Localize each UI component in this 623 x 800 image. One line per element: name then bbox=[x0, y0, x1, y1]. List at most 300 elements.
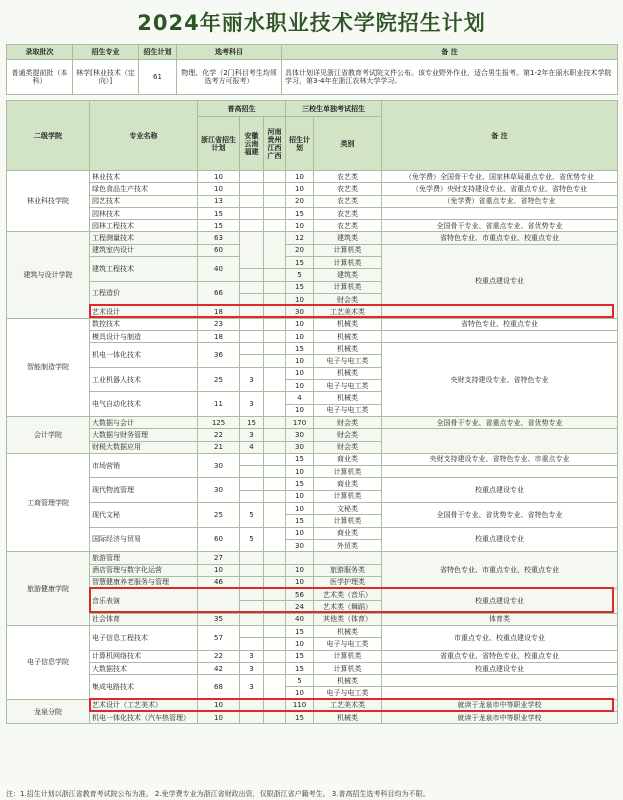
category: 农艺类 bbox=[314, 183, 382, 195]
major-name: 园林工程技术 bbox=[90, 220, 198, 232]
sanxiao-plan: 40 bbox=[286, 613, 314, 625]
provinces-2-plan bbox=[264, 466, 286, 478]
zhejiang-plan: 63 bbox=[198, 232, 240, 244]
provinces-1-plan: 5 bbox=[240, 527, 264, 552]
remarks: 校重点建设专业 bbox=[382, 244, 618, 318]
remarks: 全国骨干专业、省重点专业、省优势专业 bbox=[382, 416, 618, 428]
provinces-1-plan bbox=[240, 195, 264, 207]
category: 文秘类 bbox=[314, 503, 382, 515]
provinces-1-plan bbox=[240, 564, 264, 576]
category: 农艺类 bbox=[314, 207, 382, 219]
major-name: 电气自动化技术 bbox=[90, 392, 198, 417]
zhejiang-plan: 23 bbox=[198, 318, 240, 330]
table-row bbox=[7, 675, 618, 687]
provinces-1-plan bbox=[240, 576, 264, 588]
category: 计算机类 bbox=[314, 662, 382, 674]
major-name: 集成电路技术 bbox=[90, 675, 198, 700]
provinces-2-plan bbox=[264, 675, 286, 700]
footer-note: 注：1.招生计划以浙江省教育考试院公布为准。 2.免学费专业为浙江省财政出资，仅限浙江省户籍考生。 3.普高招生选考科目均为不限。 bbox=[6, 790, 430, 798]
sanxiao-plan: 10 bbox=[286, 367, 314, 379]
category: 农艺类 bbox=[314, 220, 382, 232]
zhejiang-plan: 13 bbox=[198, 195, 240, 207]
table-row bbox=[7, 453, 618, 465]
zhejiang-plan: 10 bbox=[198, 712, 240, 724]
zhejiang-plan: 25 bbox=[198, 367, 240, 392]
header-sanxiao-plan: 招生计划 bbox=[286, 117, 314, 171]
major-name: 电子信息工程技术 bbox=[90, 625, 198, 650]
remarks bbox=[382, 330, 618, 342]
provinces-2-plan bbox=[264, 527, 286, 552]
zhejiang-plan: 125 bbox=[198, 416, 240, 428]
sanxiao-plan: 15 bbox=[286, 257, 314, 269]
top-table-row bbox=[7, 60, 618, 95]
sanxiao-plan: 15 bbox=[286, 478, 314, 490]
main-plan-table bbox=[6, 100, 618, 724]
sanxiao-plan: 10 bbox=[286, 220, 314, 232]
remarks: 校重点建设专业 bbox=[382, 478, 618, 503]
plan-cell: 61 bbox=[139, 60, 177, 95]
sanxiao-plan: 10 bbox=[286, 355, 314, 367]
sanxiao-plan: 5 bbox=[286, 675, 314, 687]
header-plan: 招生计划 bbox=[139, 45, 177, 60]
sanxiao-plan: 56 bbox=[286, 589, 314, 601]
provinces-1-plan bbox=[240, 638, 264, 650]
top-table-header bbox=[7, 45, 618, 60]
remarks: 省特色专业、市重点专业、校重点专业 bbox=[382, 552, 618, 589]
college-name: 电子信息学院 bbox=[7, 625, 90, 699]
sanxiao-plan: 15 bbox=[286, 625, 314, 637]
provinces-2-plan bbox=[264, 625, 286, 637]
provinces-1-plan bbox=[240, 613, 264, 625]
table-row bbox=[7, 330, 618, 342]
provinces-1-plan bbox=[240, 355, 264, 367]
provinces-1-plan: 15 bbox=[240, 416, 264, 428]
major-name: 数控技术 bbox=[90, 318, 198, 330]
table-row bbox=[7, 183, 618, 195]
provinces-1-plan bbox=[240, 466, 264, 478]
remarks: 省重点专业、省特色专业、校重点专业 bbox=[382, 650, 618, 662]
zhejiang-plan: 18 bbox=[198, 330, 240, 342]
provinces-2-plan bbox=[264, 355, 286, 367]
category: 商业类 bbox=[314, 453, 382, 465]
table-row bbox=[7, 552, 618, 564]
remarks: 市重点专业、校重点建设专业 bbox=[382, 625, 618, 650]
zhejiang-plan: 60 bbox=[198, 244, 240, 256]
provinces-2-plan bbox=[264, 367, 286, 392]
header-remarks: 备 注 bbox=[382, 101, 618, 171]
remarks bbox=[382, 466, 618, 478]
remarks: 央财支持建设专业、省特色专业、市重点专业 bbox=[382, 453, 618, 465]
provinces-2-plan bbox=[264, 293, 286, 305]
provinces-2-plan bbox=[264, 478, 286, 490]
sanxiao-plan: 24 bbox=[286, 601, 314, 613]
sanxiao-plan: 10 bbox=[286, 466, 314, 478]
provinces-2-plan bbox=[264, 564, 286, 576]
sanxiao-plan: 30 bbox=[286, 306, 314, 318]
category: 医学护理类 bbox=[314, 576, 382, 588]
category: 财会类 bbox=[314, 293, 382, 305]
provinces-1-plan bbox=[240, 318, 264, 330]
header-general-group: 普高招生 bbox=[198, 101, 286, 117]
sanxiao-plan: 10 bbox=[286, 503, 314, 515]
provinces-2-plan bbox=[264, 662, 286, 674]
header-note: 备 注 bbox=[282, 45, 618, 60]
table-row bbox=[7, 699, 618, 711]
major-name: 财税大数据应用 bbox=[90, 441, 198, 453]
provinces-1-plan bbox=[240, 699, 264, 711]
provinces-2-plan bbox=[264, 453, 286, 465]
table-row bbox=[7, 503, 618, 515]
provinces-2-plan bbox=[264, 392, 286, 417]
provinces-1-plan bbox=[240, 589, 264, 601]
category bbox=[314, 552, 382, 564]
college-name: 工商管理学院 bbox=[7, 453, 90, 551]
college-name: 会计学院 bbox=[7, 416, 90, 453]
category: 计算机类 bbox=[314, 257, 382, 269]
category: 计算机类 bbox=[314, 650, 382, 662]
provinces-2-plan bbox=[264, 318, 286, 330]
category: 计算机类 bbox=[314, 281, 382, 293]
sanxiao-plan: 15 bbox=[286, 453, 314, 465]
sanxiao-plan: 110 bbox=[286, 699, 314, 711]
sanxiao-plan: 10 bbox=[286, 183, 314, 195]
table-row bbox=[7, 232, 618, 244]
provinces-2-plan bbox=[264, 429, 286, 441]
zhejiang-plan: 18 bbox=[198, 306, 240, 318]
provinces-1-plan: 3 bbox=[240, 650, 264, 662]
provinces-1-plan bbox=[240, 183, 264, 195]
zhejiang-plan: 10 bbox=[198, 564, 240, 576]
category: 财会类 bbox=[314, 429, 382, 441]
provinces-2-plan bbox=[264, 699, 286, 711]
major-name: 林业技术 bbox=[90, 171, 198, 183]
sanxiao-plan: 12 bbox=[286, 232, 314, 244]
header-provinces-1: 安徽云南福建 bbox=[240, 117, 264, 171]
zhejiang-plan: 30 bbox=[198, 453, 240, 478]
provinces-1-plan bbox=[240, 625, 264, 637]
provinces-2-plan bbox=[264, 232, 286, 269]
sanxiao-plan: 10 bbox=[286, 404, 314, 416]
category: 财会类 bbox=[314, 441, 382, 453]
remarks: （免学费）央财支持建设专业、省重点专业、省特色专业 bbox=[382, 183, 618, 195]
table-row bbox=[7, 171, 618, 183]
provinces-2-plan bbox=[264, 552, 286, 564]
major-name: 机电一体化技术（汽车热管理） bbox=[90, 712, 198, 724]
category: 建筑类 bbox=[314, 232, 382, 244]
category: 电子与电工类 bbox=[314, 687, 382, 699]
provinces-2-plan bbox=[264, 613, 286, 625]
provinces-1-plan bbox=[240, 293, 264, 305]
provinces-1-plan: 3 bbox=[240, 429, 264, 441]
category: 旅游服务类 bbox=[314, 564, 382, 576]
provinces-2-plan bbox=[264, 416, 286, 428]
remarks: （免学费）省重点专业、省特色专业 bbox=[382, 195, 618, 207]
header-major: 招生专业 bbox=[73, 45, 139, 60]
table-row bbox=[7, 527, 618, 539]
table-row bbox=[7, 712, 618, 724]
category: 财会类 bbox=[314, 416, 382, 428]
provinces-2-plan bbox=[264, 576, 286, 588]
table-row bbox=[7, 625, 618, 637]
table-row bbox=[7, 613, 618, 625]
note-cell: 具体计划详见浙江省教育考试院文件公布。该专业野外作业，适合男生报考。第1-2年在丽水职业技术学院学习，第3-4年在浙江农林大学学习。 bbox=[282, 60, 618, 95]
zhejiang-plan: 10 bbox=[198, 171, 240, 183]
sanxiao-plan: 20 bbox=[286, 244, 314, 256]
major-name: 绿色食品生产技术 bbox=[90, 183, 198, 195]
sanxiao-plan: 15 bbox=[286, 662, 314, 674]
sanxiao-plan: 15 bbox=[286, 281, 314, 293]
remarks: 全国骨干专业、省重点专业、省优势专业 bbox=[382, 220, 618, 232]
provinces-1-plan bbox=[240, 220, 264, 232]
provinces-2-plan bbox=[264, 490, 286, 502]
category: 机械类 bbox=[314, 343, 382, 355]
zhejiang-plan: 57 bbox=[198, 625, 240, 650]
college-name: 林业科技学院 bbox=[7, 171, 90, 232]
major-name: 园艺技术 bbox=[90, 195, 198, 207]
sanxiao-plan: 10 bbox=[286, 687, 314, 699]
remarks: 校重点建设专业 bbox=[382, 527, 618, 552]
zhejiang-plan: 42 bbox=[198, 662, 240, 674]
table-row bbox=[7, 416, 618, 428]
category: 艺术类（舞蹈） bbox=[314, 601, 382, 613]
sanxiao-plan: 10 bbox=[286, 293, 314, 305]
category: 农艺类 bbox=[314, 171, 382, 183]
sanxiao-plan: 30 bbox=[286, 441, 314, 453]
table-row bbox=[7, 650, 618, 662]
table-row bbox=[7, 478, 618, 490]
provinces-2-plan bbox=[264, 503, 286, 528]
category: 其他类（体育） bbox=[314, 613, 382, 625]
sanxiao-plan: 10 bbox=[286, 171, 314, 183]
major-name: 现代物流管理 bbox=[90, 478, 198, 503]
major-name: 工程测量技术 bbox=[90, 232, 198, 244]
header-provinces-2: 河南贵州江西广西 bbox=[264, 117, 286, 171]
table-row bbox=[7, 244, 618, 256]
header-subjects: 选考科目 bbox=[177, 45, 282, 60]
provinces-1-plan bbox=[240, 453, 264, 465]
remarks: 就读于龙泉市中等职业学校 bbox=[382, 699, 618, 711]
provinces-2-plan bbox=[264, 650, 286, 662]
zhejiang-plan: 25 bbox=[198, 503, 240, 528]
category: 艺术类（音乐） bbox=[314, 589, 382, 601]
sanxiao-plan: 15 bbox=[286, 515, 314, 527]
provinces-2-plan bbox=[264, 330, 286, 342]
sanxiao-plan: 15 bbox=[286, 650, 314, 662]
provinces-1-plan bbox=[240, 207, 264, 219]
provinces-2-plan bbox=[264, 220, 286, 232]
category: 外贸类 bbox=[314, 539, 382, 551]
sanxiao-plan: 10 bbox=[286, 318, 314, 330]
header-zhejiang: 浙江省招生计划 bbox=[198, 117, 240, 171]
sanxiao-plan: 10 bbox=[286, 380, 314, 392]
table-row bbox=[7, 429, 618, 441]
provinces-2-plan bbox=[264, 441, 286, 453]
category: 电子与电工类 bbox=[314, 355, 382, 367]
header-college: 二级学院 bbox=[7, 101, 90, 171]
provinces-1-plan bbox=[240, 171, 264, 183]
header-sanxiao-group: 三校生单独考试招生 bbox=[286, 101, 382, 117]
provinces-1-plan: 3 bbox=[240, 675, 264, 700]
remarks: 校重点建设专业 bbox=[382, 662, 618, 674]
provinces-2-plan bbox=[264, 638, 286, 650]
sanxiao-plan bbox=[286, 552, 314, 564]
zhejiang-plan: 15 bbox=[198, 207, 240, 219]
remarks bbox=[382, 687, 618, 699]
category: 机械类 bbox=[314, 330, 382, 342]
provinces-2-plan bbox=[264, 306, 286, 318]
remarks bbox=[382, 429, 618, 454]
remarks bbox=[382, 207, 618, 219]
sanxiao-plan: 15 bbox=[286, 343, 314, 355]
sanxiao-plan: 10 bbox=[286, 564, 314, 576]
category: 计算机类 bbox=[314, 466, 382, 478]
provinces-2-plan bbox=[264, 183, 286, 195]
category: 机械类 bbox=[314, 392, 382, 404]
remarks bbox=[382, 675, 618, 687]
sanxiao-plan: 30 bbox=[286, 429, 314, 441]
major-name: 工程造价 bbox=[90, 281, 198, 306]
table-row bbox=[7, 195, 618, 207]
provinces-2-plan bbox=[264, 281, 286, 293]
zhejiang-plan: 10 bbox=[198, 183, 240, 195]
table-row bbox=[7, 207, 618, 219]
table-row bbox=[7, 343, 618, 355]
category: 建筑类 bbox=[314, 269, 382, 281]
remarks: 全国骨干专业、省优势专业、省特色专业 bbox=[382, 503, 618, 528]
batch-cell: 普通类提前批（本科） bbox=[7, 60, 73, 95]
header-major-name: 专业名称 bbox=[90, 101, 198, 171]
category: 机械类 bbox=[314, 625, 382, 637]
category: 计算机类 bbox=[314, 490, 382, 502]
provinces-2-plan bbox=[264, 269, 286, 281]
college-name: 旅游健康学院 bbox=[7, 552, 90, 626]
provinces-1-plan bbox=[240, 306, 264, 318]
provinces-1-plan bbox=[240, 330, 264, 342]
sanxiao-plan: 30 bbox=[286, 539, 314, 551]
major-name: 国际经济与贸易 bbox=[90, 527, 198, 552]
major-name: 艺术设计 bbox=[90, 306, 198, 318]
major-name: 艺术设计（工艺美术） bbox=[90, 699, 198, 711]
sanxiao-plan: 10 bbox=[286, 490, 314, 502]
sanxiao-plan: 15 bbox=[286, 712, 314, 724]
remarks: 校重点建设专业 bbox=[382, 589, 618, 614]
table-row bbox=[7, 318, 618, 330]
major-name: 音乐表演 bbox=[90, 589, 198, 614]
category: 工艺美术类 bbox=[314, 306, 382, 318]
provinces-1-plan: 3 bbox=[240, 367, 264, 392]
table-row bbox=[7, 662, 618, 674]
sanxiao-plan: 10 bbox=[286, 576, 314, 588]
category: 电子与电工类 bbox=[314, 404, 382, 416]
major-name: 大数据与财务管理 bbox=[90, 429, 198, 441]
subjects-cell: 物理、化学（2门科目考生均须选考方可报考） bbox=[177, 60, 282, 95]
zhejiang-plan: 22 bbox=[198, 650, 240, 662]
zhejiang-plan: 35 bbox=[198, 613, 240, 625]
header-category: 类别 bbox=[314, 117, 382, 171]
major-name: 建筑工程技术 bbox=[90, 257, 198, 282]
page-title: 2024年丽水职业技术学院招生计划 bbox=[137, 11, 486, 35]
provinces-1-plan: 4 bbox=[240, 441, 264, 453]
category: 计算机类 bbox=[314, 515, 382, 527]
provinces-1-plan bbox=[240, 232, 264, 269]
major-name: 大数据技术 bbox=[90, 662, 198, 674]
sanxiao-plan: 4 bbox=[286, 392, 314, 404]
header-batch: 录取批次 bbox=[7, 45, 73, 60]
main-header-row-1 bbox=[7, 101, 618, 117]
major-name: 工业机器人技术 bbox=[90, 367, 198, 392]
zhejiang-plan: 68 bbox=[198, 675, 240, 700]
provinces-2-plan bbox=[264, 589, 286, 601]
table-row bbox=[7, 220, 618, 232]
major-name: 市场营销 bbox=[90, 453, 198, 478]
provinces-1-plan: 3 bbox=[240, 662, 264, 674]
provinces-1-plan bbox=[240, 269, 264, 281]
provinces-1-plan: 3 bbox=[240, 392, 264, 417]
zhejiang-plan: 27 bbox=[198, 552, 240, 564]
remarks: 省特色专业、校重点专业 bbox=[382, 318, 618, 330]
zhejiang-plan: 15 bbox=[198, 220, 240, 232]
category: 商业类 bbox=[314, 527, 382, 539]
remarks: 央财支持建设专业、省特色专业 bbox=[382, 343, 618, 417]
college-name: 建筑与设计学院 bbox=[7, 232, 90, 318]
sanxiao-plan: 10 bbox=[286, 527, 314, 539]
provinces-1-plan bbox=[240, 490, 264, 502]
provinces-1-plan: 5 bbox=[240, 503, 264, 528]
category: 机械类 bbox=[314, 367, 382, 379]
top-plan-table bbox=[6, 44, 618, 95]
major-name: 智慧健康养老服务与管理 bbox=[90, 576, 198, 588]
remarks: 体育类 bbox=[382, 613, 618, 625]
sanxiao-plan: 15 bbox=[286, 207, 314, 219]
provinces-1-plan bbox=[240, 712, 264, 724]
college-name: 智能制造学院 bbox=[7, 318, 90, 416]
zhejiang-plan: 21 bbox=[198, 441, 240, 453]
category: 电子与电工类 bbox=[314, 380, 382, 392]
zhejiang-plan: 46 bbox=[198, 576, 240, 588]
provinces-2-plan bbox=[264, 195, 286, 207]
remarks: 就读于龙泉市中等职业学校 bbox=[382, 712, 618, 724]
provinces-1-plan bbox=[240, 343, 264, 355]
provinces-1-plan bbox=[240, 478, 264, 490]
remarks: （免学费）全国骨干专业、国家林草局重点专业、省优势专业 bbox=[382, 171, 618, 183]
zhejiang-plan: 40 bbox=[198, 257, 240, 282]
major-name: 旅游管理 bbox=[90, 552, 198, 564]
sanxiao-plan: 10 bbox=[286, 330, 314, 342]
category: 机械类 bbox=[314, 712, 382, 724]
major-name: 建筑室内设计 bbox=[90, 244, 198, 256]
category: 工艺美术类 bbox=[314, 699, 382, 711]
provinces-2-plan bbox=[264, 171, 286, 183]
college-name: 龙泉分院 bbox=[7, 699, 90, 724]
zhejiang-plan: 30 bbox=[198, 478, 240, 503]
zhejiang-plan: 10 bbox=[198, 699, 240, 711]
major-name: 社会体育 bbox=[90, 613, 198, 625]
major-name: 现代文秘 bbox=[90, 503, 198, 528]
zhejiang-plan: 11 bbox=[198, 392, 240, 417]
provinces-1-plan bbox=[240, 552, 264, 564]
zhejiang-plan: 22 bbox=[198, 429, 240, 441]
zhejiang-plan: 60 bbox=[198, 527, 240, 552]
provinces-1-plan bbox=[240, 601, 264, 613]
category: 电子与电工类 bbox=[314, 638, 382, 650]
category: 计算机类 bbox=[314, 244, 382, 256]
category: 机械类 bbox=[314, 318, 382, 330]
zhejiang-plan: 66 bbox=[198, 281, 240, 306]
major-name: 计算机网络技术 bbox=[90, 650, 198, 662]
sanxiao-plan: 170 bbox=[286, 416, 314, 428]
provinces-2-plan bbox=[264, 712, 286, 724]
sanxiao-plan: 20 bbox=[286, 195, 314, 207]
